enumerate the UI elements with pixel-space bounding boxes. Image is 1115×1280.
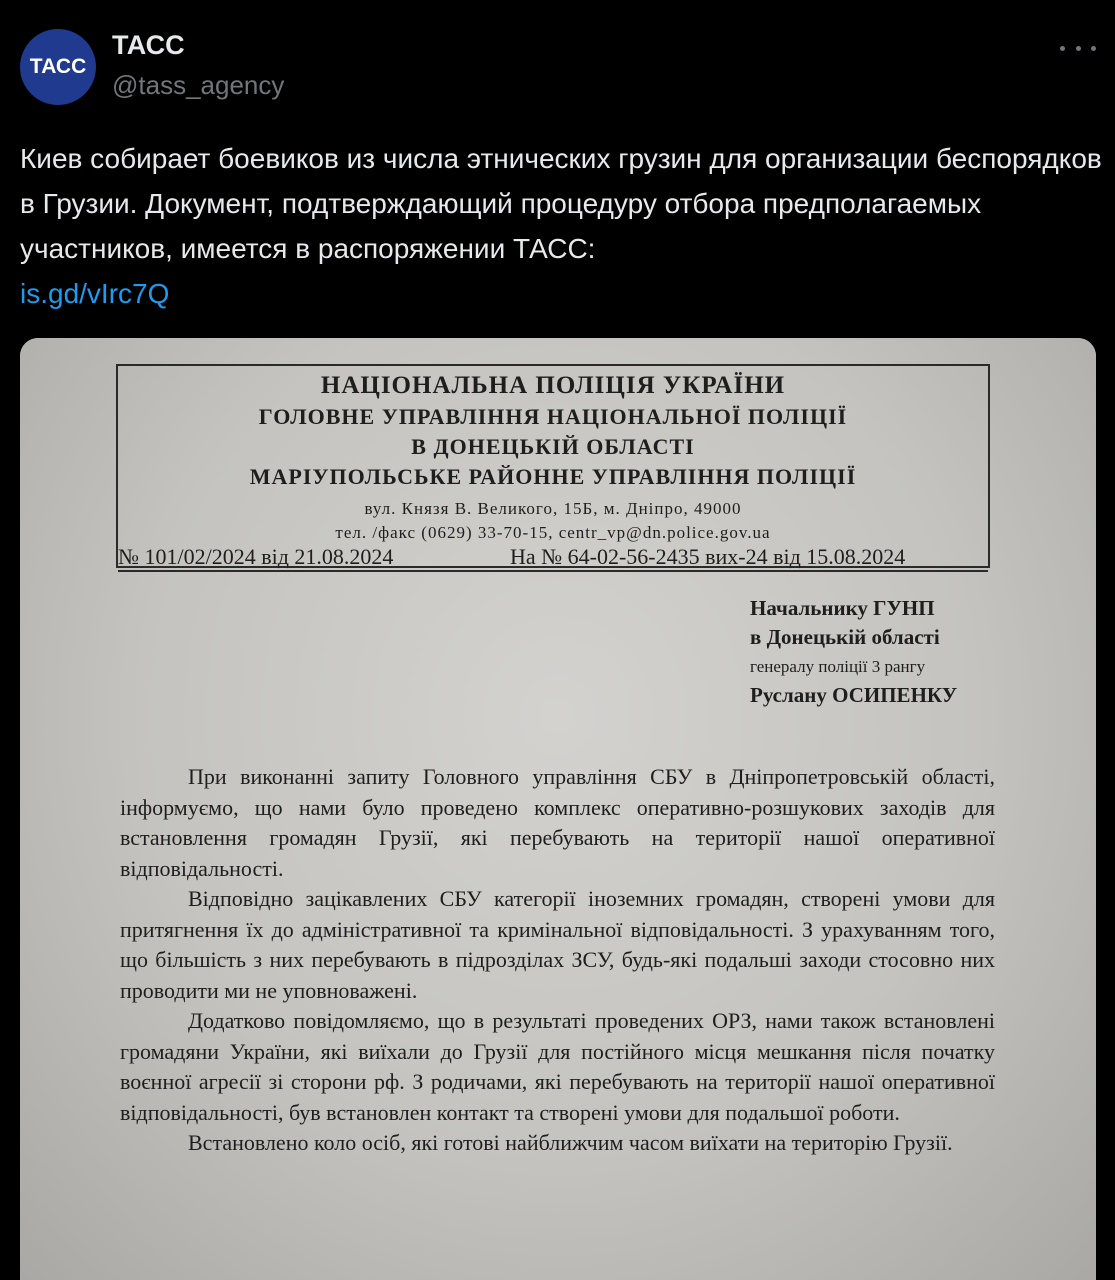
tweet-media-image[interactable]	[20, 338, 1096, 1280]
header-address: вул. Князя В. Великого, 15Б, м. Дніпро, 49000	[364, 499, 742, 518]
header-line-3: В ДОНЕЦЬКІЙ ОБЛАСТІ	[411, 434, 695, 459]
addressee-block	[750, 594, 1050, 710]
reg-number: № 101/02/2024 від 21.08.2024	[118, 544, 394, 569]
header-line-2: ГОЛОВНЕ УПРАВЛІННЯ НАЦІОНАЛЬНОЇ ПОЛІЦІЇ	[258, 404, 848, 429]
tweet-text	[20, 136, 1105, 316]
document-header	[116, 364, 990, 568]
tweet-body: Киев собирает боевиков из числа этнических грузин для организации беспорядков в Грузии. Документ, подтверждающий процедуру отбора предполагаемых участников, имеется в распоряжении ТАСС:	[20, 143, 1102, 264]
more-options-icon[interactable]	[1060, 36, 1096, 60]
paragraph: Відповідно зацікавлених СБУ категорії іноземних громадян, створені умови для притягнення їх до адміністративної та кримінальної відповідальності. З урахуванням того, що більшість з них перебувають в підрозділах ЗСУ, будь-які подальші заходи стосовно них проводити ми не уповноважені.	[120, 886, 995, 1003]
paragraph: При виконанні запиту Головного управління СБУ в Дніпропетровській області, інформуємо, що нами було проведено комплекс оперативно-розшукових заходів для встановлення громадян Грузії, які перебувають на території нашої оперативної відповідальності.	[120, 764, 995, 881]
addressee-line-4: Руслану ОСИПЕНКУ	[750, 683, 958, 707]
avatar-logo-text: ТАСС	[29, 55, 87, 78]
header-line-1: НАЦІОНАЛЬНА ПОЛІЦІЯ УКРАЇНИ	[320, 372, 786, 399]
paragraph: Встановлено коло осіб, які готові найближчим часом виїхати на територію Грузії.	[188, 1130, 953, 1155]
addressee-line-2: в Донецькій області	[750, 625, 940, 649]
author-handle[interactable]: @tass_agency	[112, 70, 285, 100]
author-name[interactable]: ТАСС	[112, 30, 185, 60]
registration-line	[118, 544, 988, 572]
header-line-4: МАРІУПОЛЬСЬКЕ РАЙОННЕ УПРАВЛІННЯ ПОЛІЦІЇ	[249, 464, 857, 489]
header-contacts: тел. /факс (0629) 33-70-15, centr_vp@dn.police.gov.ua	[335, 523, 771, 542]
addressee-line-1: Начальнику ГУНП	[750, 596, 935, 620]
document-scan	[20, 338, 1096, 1280]
dot	[1076, 46, 1081, 51]
reply-to-number: На № 64-02-56-2435 вих-24 від 15.08.2024	[510, 544, 906, 569]
paragraph: Додатково повідомляємо, що в результаті проведених ОРЗ, нами також встановлені громадяни України, які виїхали до Грузії для постійного місця мешкання після початку воєнної агресії зі сторони рф. З родичами, які перебувають на території нашої оперативної відповідальності, був встановлен контакт та створені умови для подальшої роботи.	[120, 1008, 995, 1125]
document-body	[120, 762, 995, 1159]
dot	[1091, 46, 1096, 51]
tweet-link[interactable]: is.gd/vIrc7Q	[20, 278, 170, 309]
avatar[interactable]	[20, 29, 96, 105]
addressee-line-3: генералу поліції 3 рангу	[750, 657, 926, 676]
dot	[1060, 46, 1065, 51]
